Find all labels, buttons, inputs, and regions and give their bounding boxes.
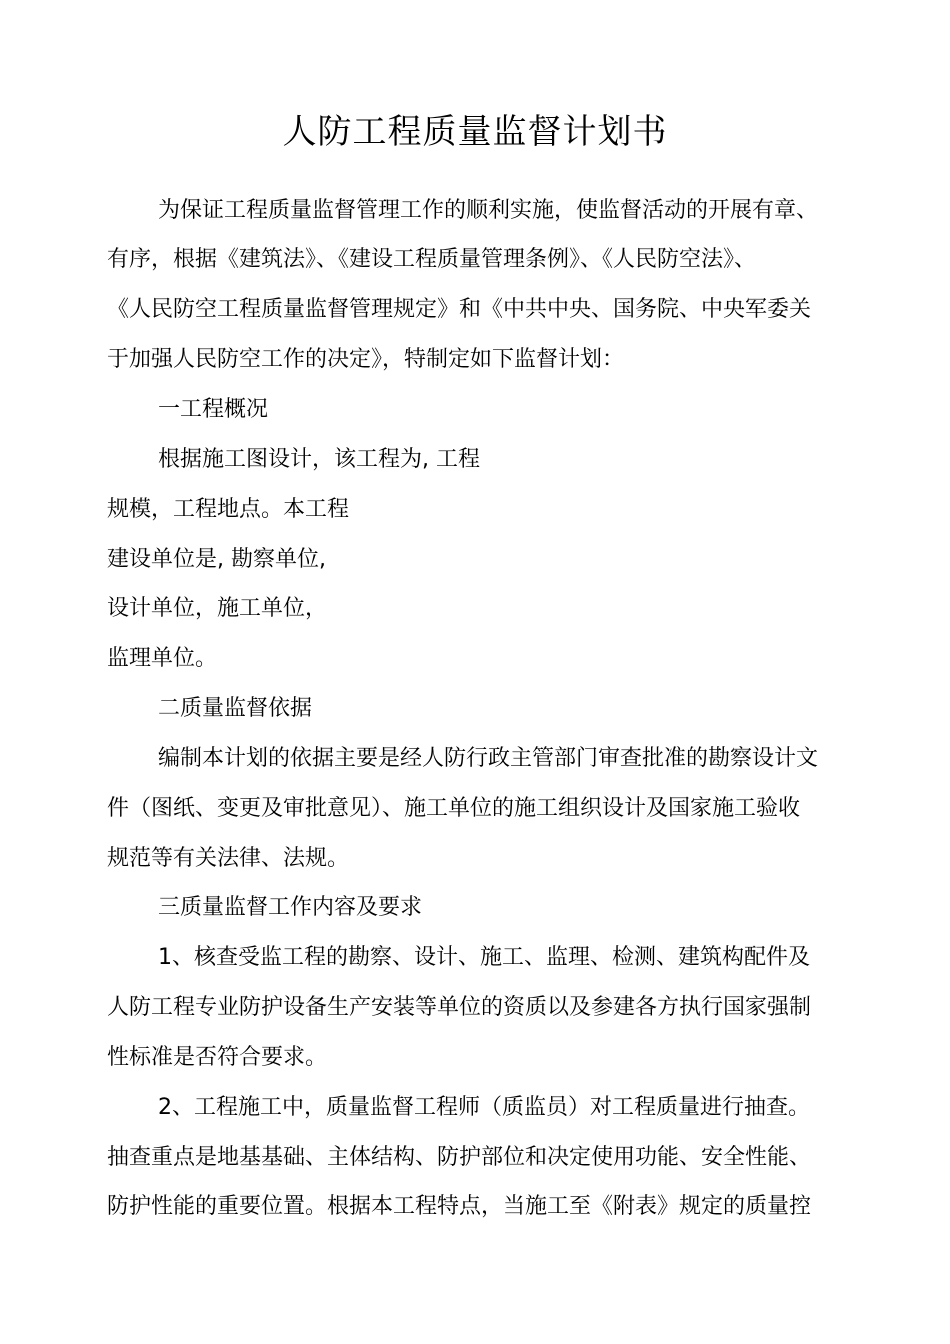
paragraph-line: 监理单位。 [107,646,218,671]
paragraph-line: 根据施工图设计，该工程为, 工程 [158,447,480,472]
paragraph-line: 1、核查受监工程的勘察、设计、施工、监理、检测、建筑构配件及 [158,945,810,970]
paragraph-line: 有序，根据《建筑法》、《建设工程质量管理条例》、《人民防空法》、 [107,247,757,272]
paragraph-line: 为保证工程质量监督管理工作的顺利实施，使监督活动的开展有章、 [158,198,819,223]
section-heading: 二质量监督依据 [158,696,313,721]
section-heading: 三质量监督工作内容及要求 [158,895,423,920]
paragraph-line: 性标准是否符合要求。 [107,1045,328,1070]
paragraph-line: 件（图纸、变更及审批意见）、施工单位的施工组织设计及国家施工验收 [107,796,801,821]
paragraph-line: 《人民防空工程质量监督管理规定》和《中共中央、国务院、中央军委关 [107,297,812,322]
paragraph-line: 建设单位是, 勘察单位, [107,547,326,572]
paragraph-line: 抽查重点是地基基础、主体结构、防护部位和决定使用功能、安全性能、 [107,1145,812,1170]
paragraph-line: 规模，工程地点。本工程 [107,497,350,522]
paragraph-line: 设计单位，施工单位， [107,596,328,621]
paragraph-line: 防护性能的重要位置。根据本工程特点，当施工至《附表》规定的质量控 [107,1194,812,1219]
paragraph-line: 人防工程专业防护设备生产安装等单位的资质以及参建各方执行国家强制 [107,995,812,1020]
paragraph-line: 编制本计划的依据主要是经人防行政主管部门审查批准的勘察设计文 [158,746,819,771]
paragraph-line: 规范等有关法律、法规。 [107,846,350,871]
paragraph-line: 于加强人民防空工作的决定》，特制定如下监督计划： [107,347,625,372]
section-heading: 一工程概况 [158,397,269,422]
document-title: 人防工程质量监督计划书 [282,112,668,152]
paragraph-line: 2、工程施工中，质量监督工程师（质监员）对工程质量进行抽查。 [158,1095,810,1120]
